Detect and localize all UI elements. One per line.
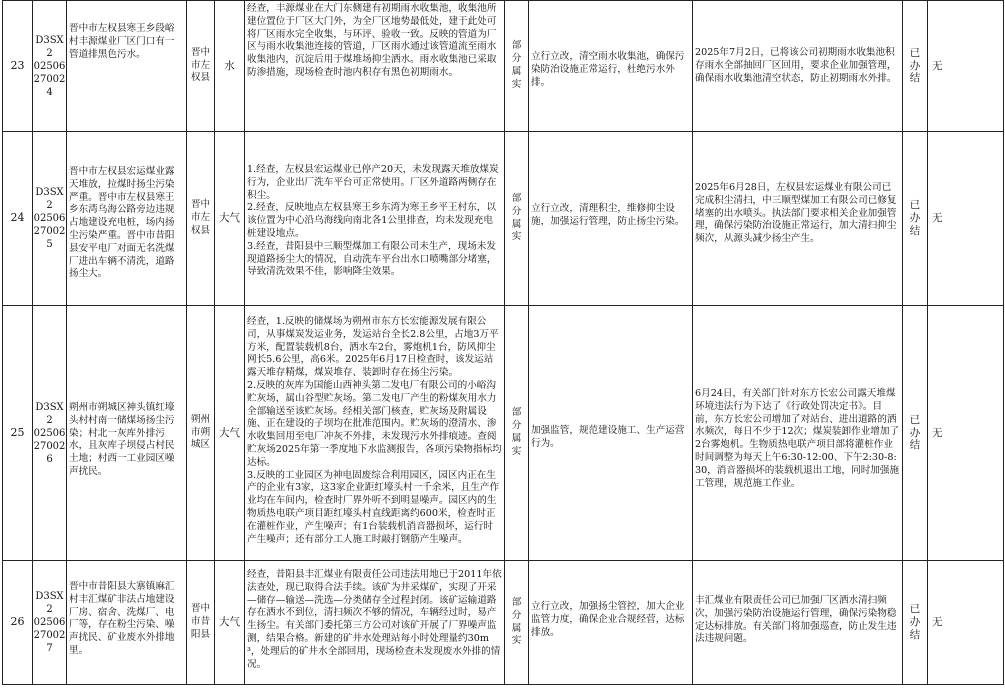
table-row — [3, 306, 1004, 561]
other-notes: 无 — [928, 1, 1004, 132]
status: 已办结 — [903, 132, 928, 306]
case-code — [33, 561, 67, 685]
complaint-table — [2, 0, 1004, 685]
rectification-measures: 立行立改，清理积尘，维修抑尘设施，加强运行管理，防止扬尘污染。 — [529, 132, 693, 306]
other-notes: 无 — [928, 561, 1004, 685]
table-row — [3, 132, 1004, 306]
case-code-part: 6 — [46, 453, 53, 465]
other-notes: 无 — [928, 306, 1004, 561]
status: 已办结 — [903, 1, 928, 132]
handling-result: 2025年6月28日，左权县宏运煤业有限公司已完成积尘清扫，中三顺型煤加工有限公司已修复堵塞的出水喷头。执法部门要求相关企业加强管理，确保污染防治设施正常运行，加大清扫抑尘频次，从源头减少扬尘产生。 — [693, 132, 903, 306]
region: 晋中市左权县 — [187, 132, 215, 306]
case-code-part: 02506 — [33, 60, 66, 72]
region: 晋中市左权县 — [187, 1, 215, 132]
verdict: 部分属实 — [505, 1, 529, 132]
investigation-detail: 1.经查，左权县宏运煤业已停产20天，未发现露天堆放煤炭行为，企业出厂洗车平台可正常使用。厂区外道路两侧存在积尘。 2.经查，反映地点左权县寒王乡东湾为寒王乡平王村东，以该位置为中心沿乌海线向南北各1公里排查，均未发现充电桩建设地点。 3.经查，昔阳县中三顺型煤加工有限公司未生产，现场未发现道路扬尘大的情况，自动洗车平台出水口喷嘴部分堵塞，导致清洗效果不佳，影响降尘效果。 — [245, 132, 505, 306]
row-index: 24 — [3, 132, 33, 306]
region: 晋中市昔阳县 — [187, 561, 215, 685]
case-code-part: D3SX2 — [35, 401, 64, 426]
row-index: 23 — [3, 1, 33, 132]
investigation-detail: 经查，昔阳县丰汇煤业有限责任公司违法用地已于2011年依法查处，现已取得合法手续。该矿为井采煤矿，实现了开采—储存—输送—洗选—分类储存全过程封闭。该矿运输道路存在洒水不到位，清扫频次不够的情况，车辆经过时，易产生扬尘。有关部门委托第三方公司对该矿开展了厂界噪声监测，结果合格。新建的矿井水处理站每小时处理量约30m³，处理后的矿井水全部回用，现场检查未发现废水外排的情况。 — [245, 561, 505, 685]
case-code-part: D3SX2 — [35, 187, 64, 211]
status: 已办结 — [903, 306, 928, 561]
case-code-part: 5 — [46, 239, 53, 250]
handling-result: 6月24日，有关部门针对东方长宏公司露天堆煤环境违法行为下达了《行政处罚决定书》。目前，东方长宏公司增加了对站台、进出道路的洒水频次，每日不少于12次；煤炭装卸作业增加了2台雾炮机。生物质热电联产项目部将灌桩作业时间调整为每天上午6:30-12:00、下午2:30-8:30，消音器损坏的装载机退出工地，同时加强施工管理，规范施工作业。 — [693, 306, 903, 561]
complaint-description: 晋中市昔阳县大寨镇麻汇村丰汇煤矿非法占地建设厂房、宿舍、洗煤厂、电厂等，存在粉尘污染、噪声扰民、矿业废水外排地里。 — [67, 561, 187, 685]
case-code-part: D3SX2 — [35, 591, 64, 615]
row-index: 25 — [3, 306, 33, 561]
case-code — [33, 132, 67, 306]
pollution-type: 大气 — [215, 306, 245, 561]
complaint-description: 晋中市左权县宏运煤业露天堆放，拉煤时扬尘污染严重。晋中市左权县寒王乡东湾乌海公路旁边违规占地建设充电桩，场内扬尘污染严重。晋中市昔阳县安平电厂对面无名洗煤厂进出车辆不清洗，道路扬尘大。 — [67, 132, 187, 306]
pollution-type: 大气 — [215, 561, 245, 685]
handling-result: 2025年7月2日，已将该公司初期雨水收集池积存雨水全部抽回厂区回用，要求企业加强管理，确保雨水收集池清空状态，防止初期雨水外排。 — [693, 1, 903, 132]
case-code-part: 02506 — [33, 427, 66, 439]
handling-result: 丰汇煤业有限责任公司已加强厂区洒水清扫频次，加强污染防治设施运行管理，确保污染物稳定达标排放。有关部门将加强巡查，防止发生违法违规问题。 — [693, 561, 903, 685]
complaint-description: 晋中市左权县寒王乡段峪村丰源煤业厂区门口有一管道排黑色污水。 — [67, 1, 187, 132]
rectification-measures: 加强监管，规范建设施工、生产运营行为。 — [529, 306, 693, 561]
verdict: 部分属实 — [505, 132, 529, 306]
complaint-description: 朔州市朔城区神头镇红壕头村村南一储煤场扬尘污染；村北一灰库外排污水，且灰库子坝侵占村民土地；村西一工业园区噪声扰民。 — [67, 306, 187, 561]
investigation-detail: 经查，丰源煤业在大门东侧建有初期雨水收集池，收集池所建位置位于厂区大门外，为全厂区地势最低处，建于此处可将厂区雨水完全收集，与环评、验收一致。反映的管道为厂区与雨水收集池连接的管道，厂区雨水通过该管道流至雨水收集池内，沉淀后用于煤堆场抑尘洒水。雨水收集池已采取防渗措施，现场检查时池内积存有黑色初期雨水。 — [245, 1, 505, 132]
case-code-part: 02506 — [33, 213, 66, 224]
case-code-part: 7 — [46, 643, 53, 654]
row-index: 26 — [3, 561, 33, 685]
case-code-part: 4 — [46, 86, 53, 98]
region: 朔州市朔城区 — [187, 306, 215, 561]
other-notes: 无 — [928, 132, 1004, 306]
table-row — [3, 561, 1004, 685]
rectification-measures: 立行立改，清空雨水收集池，确保污染防治设施正常运行，杜绝污水外排。 — [529, 1, 693, 132]
case-code — [33, 306, 67, 561]
verdict: 部分属实 — [505, 561, 529, 685]
status: 已办结 — [903, 561, 928, 685]
case-code-part: 27002 — [33, 226, 66, 237]
case-code-part: 27002 — [33, 630, 66, 641]
rectification-measures: 立行立改，加强扬尘管控，加大企业监管力度，确保企业合规经营，达标排放。 — [529, 561, 693, 685]
case-code-part: 02506 — [33, 617, 66, 628]
case-code-part: 27002 — [33, 440, 66, 452]
table-row — [3, 1, 1004, 132]
case-code-part: D3SX2 — [35, 34, 64, 59]
pollution-type: 大气 — [215, 132, 245, 306]
pollution-type: 水 — [215, 1, 245, 132]
verdict: 部分属实 — [505, 306, 529, 561]
case-code-part: 27002 — [33, 73, 66, 85]
case-code — [33, 1, 67, 132]
investigation-detail: 经查，1.反映的储煤场为朔州市东方长宏能源发展有限公司，从事煤炭发运业务，发运站台全长2.8公里，占地3万平方米，配置装载机8台，洒水车2台，雾炮机1台，防风抑尘网长5.6公里，高6米。2025年6月17日检查时，该发运站露天堆存精煤，煤炭堆存、装卸时存在扬尘污染。 2.反映的灰库为国能山西神头第二发电厂有限公司的小峪沟贮灰场，属山谷型贮灰场。第二发电厂产生的粉煤灰用水力全部输送至该贮灰场。经相关部门核查，贮灰场及附属设施、正在建设的子坝均在批准范围内。贮灰场的澄清水、渗水收集回用至电厂冲灰不外排，未发现污水外排痕迹。查阅贮灰场2025年第一季度地下水监测报告，各项污染物指标均达标。 3.反映的工业园区为神电固废综合利用园区，园区内正在生产的企业有3家，这3家企业距红壕头村一千余米，且生产作业均在车间内，检查时厂界外听不到明显噪声。园区内的生物质热电联产项目距红壕头村直线距离约600米，检查时正在灌桩作业，产生噪声；有1台装载机消音器损坏，运行时产生噪声；还有部分工人施工时敲打钢筋产生噪声。 — [245, 306, 505, 561]
